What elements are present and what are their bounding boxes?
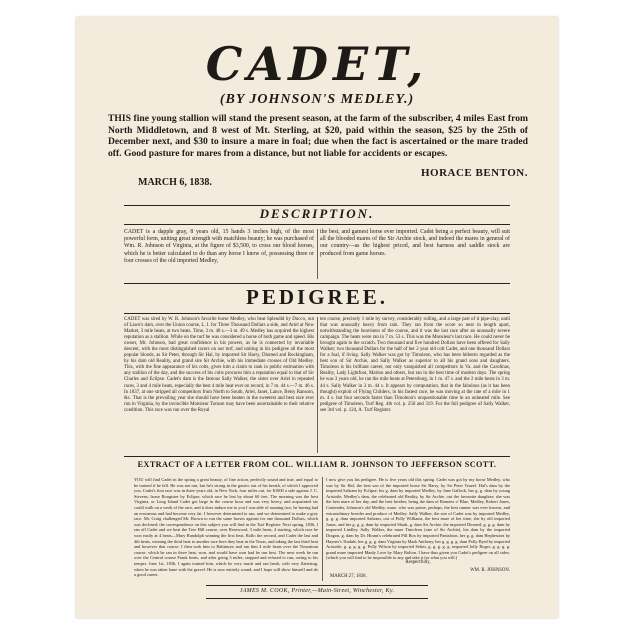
column-divider <box>317 317 318 453</box>
broadside-paper <box>76 17 558 618</box>
broadside-title: CADET, <box>205 37 429 91</box>
divider-rule <box>206 585 428 586</box>
letter-left-column: YOU will find Cadet in the spring a great beauty, of fine action, perfectly sound and true, and equal to be trained if he fell. He was not run, but he's strong in the gastric out of his breath, of which I approved you. Cadet's first race was in three years old, in New York, four miles out, for $1000 a side against J. C. Stevens, horse Rougister by Eclipse, which race he lost by about 60 feet. The morning was the best Virginia, or Long Island Cadet got large in the course hour and was very heavy, and acquainted six could walk on a week of the race, and it does induce me to you I was able of running two, he having had an erroneous and had become very fat. I however determined to run, and we determined to make a grey race. Mr. Craig challenged Mr. Brown to run the same horses against for one thousand Dollars, which was declined; the correspondence on this subject you will find in the Turf Register. Next spring, 1836, I ran off Cadet and we beat the Tree Hill course, over Rosewood, 3 mile heats, 4 starting, which race he won easily at 4 heats—Mary Randolph winning the first heat, Rollo the second, and Cadet the last and 4th heats, winning the third heat to another race here they beat in the Texas, and taking the last third heat and however that course. I then took him to Baltimore and ran him 4 mile heats over the Timonium course, which he ran in three heat, won, and would have won had he run best. The next week he ran over the Central course Frank heats, and after going 3 miles, stopped and refused to run, owing to his temper. June 1st, 1836, I again trained him, which he very much and ran lamb, with very flattering, when he was taken lame with the gravel. He is now entirely sound, and I hope will show himself and do a good career. <box>134 477 318 578</box>
letter-heading: EXTRACT OF A LETTER FROM COL. WILLIAM R. JOHNSON TO JEFFERSON SCOTT. <box>137 460 497 469</box>
intro-date: MARCH 6, 1838. <box>138 177 212 188</box>
divider-rule <box>124 456 510 457</box>
intro-paragraph: THIS fine young stallion will stand the present season, at the farm of the subscriber, 4 miles East from North Middletown, and 8 west of Mt. Sterling, at $20, paid within the season, $25 by the 25th of December next, and $30 to insure a mare in foal; due when the fact is ascertained or the mare traded off. Good pasture for mares from a distance, but not liable for accidents or escapes. <box>108 113 528 159</box>
pedigree-left-column: CADET was sired by W. R. Johnson's favorite horse Medley, who beat Splendid by Ducco, out of Lawn's dam, over the Union course, L. I. for Three Thousand Dollars a side, and Ariel at New Market, 3 mile heats, at two heats. Time, 3 m. 48 s.—3 m. 49 s. Medley has acquired the highest reputation as a stallion. While on the turf he was considered a horse of both game and speed. His owner, Mr. Johnson, had great confidence in his powers, as he is connected by invariable descent, with the most distinguished racers on our turf, and uniting in his pedigree all the most popular bloods, as Sir Peter, through Sir Hal, by imported Sir Harry, Diomed and Rockingham, by his dam old Reality, and grand sire Sir Archie, with his immediate crosses of Old Medley. This, with the fine appearance of his colts, gives him a claim to rank in public estimation with any stallion of the day, and the success of his colts procures him a reputation equal to that of Sir Charles and Eclipse. Cadet's dam is the famous Sally Walker, the sister over Ariel in repeated races, 3 and 4 mile heats, especially the best 4 mile heat ever on record, in 7 m. 44 s.—7 m. 46 s. In 1837, at one stripped all competitors from North to South, Ariel, Janet, Lance, Betsy Ransom, &c. That is the prevailing year she should have been beaten in the sweetest and best race ever run in Virginia, by the invincible Monsieur Tonson may have been ascertainable to their relative condition. This race was run over the Royal <box>124 317 314 413</box>
letter-date: MARCH 27, 1838. <box>330 574 367 579</box>
description-right-column: the best, and gamest horse ever imported. Cadet being a perfect beauty, will suit all the blooded mares of the Sir Archie stock, and indeed the mares in general of our country—as the highest priced, and best harness and saddle stock are produced from game horses. <box>320 229 510 257</box>
divider-rule <box>124 224 510 225</box>
description-left-column: CADET is a dapple gray, 8 years old, 15 hands 3 inches high, of the most powerful form, uniting great strength with matchless beauty; he was purchased of Wm. R. Johnson of Virginia, at the figure of $3,500, to cross our blood horses, which he is better calculated to do than any horse I know of, possessing three or four crosses of the old imported Medley, <box>124 229 314 264</box>
divider-rule <box>124 313 510 314</box>
broadside-subtitle: (BY JOHNSON'S MEDLEY.) <box>219 92 415 107</box>
intro-signature: HORACE BENTON. <box>420 167 528 179</box>
letter-columns <box>134 477 510 581</box>
letter-closing: Respectfully, <box>405 560 431 565</box>
pedigree-right-column: ten course, precisely 1 mile by survey, considerably rolling, and a large part of it pipe-clay, until that was unusually heavy from rain. They ran from the score so near in length apart, notwithstanding the heaviness of the course, and it was the last race after an unusually severe campaign. The heats were ran in 7 m. 53 s. This was the Monsieur's last race. He could never be brought again to the scratch. Two thousand and five hundred Dollars have been offered for Sally Walker; two thousand Dollars for the half of her 2 year old colt Cadet, and one thousand Dollars for a foal, if living. Sally Walker was got by Timoleon, who has been hitherto regarded as the best son of Sir Archie, and Sally Walker as superior to all his grand sons and daughters. Timoleon is his brilliant career, not only vanquished all competitors in Va. and the Carolinas, Reality, Lady Lightfoot, Marion and others, but ran in the best time of modern days. The spring he was 3 years old, he ran the mile heats at Petersburg, in 1 m. 47 s. and the 2 mile heats in 3 m. 44 s. Sally Walker in 3 m. 44 s. It appears by computation, that in the fabulous (as it has been thought) exploit of Flying Childers, in his fastest race, he was moving at the rate of a mile in 1 m. 4 s. but four seconds faster than Timoleon's unquestionable time in an unheated mile. See pedigree of Timoleon, Turf Reg. 4th vol. p. 250 and 319. For the full pedigree of Sally Walker, see 3rd vol. p. 124, A. Turf Register. <box>320 317 510 413</box>
column-divider <box>322 477 323 581</box>
divider-rule <box>206 598 428 599</box>
printer-colophon: JAMES M. COOK, Printer,—Main-Street, Winchester, Ky. <box>239 588 395 594</box>
description-columns <box>124 229 510 279</box>
letter-right-column: I now give you his pedigree. He is five years old this spring. Cadet was got by my horse Medley, who was by Sir Hal, the best son of the imported horse Sir Harry, by Sir Peter Teazel. Hal's dam by the imported Saltram by Eclipse, his g. dam by imported Medley, by Jane Gallock, her g. g. dam by young Aristotle, Medley's dam, the celebrated old Reality, by Sir Archie, out the favourite daughter; she was the best mare of her day, and the best brother, being the dam of Bonnets o' Blue, Medley, Robert Jones, Contender, Johnson's old Medley, mare, who was prime, perhaps, the best runner was ever known, and extraordinary breeder and produce of Medley. Sally Walker, the sire of Cadet was by imported Medley, g. g. g. dam imported Saltram, out of Polly Williams, the best mare of her time, she by old imported Jonas, and her g. g. g. dam by imported Shark, g. dam Sir Archie, the imported Diomed, g. g. g. dam by imported Lindley. Sally Walker, the mare Timoleon (one of Sir Archie), his dam by the imported Dragon, g. dam by Dr. Hiram's celebrated Pill Box by imported Pantaloon, her g. g. dam Hephestion by Haynes's Tindale, her g. g. g. dam Virginia by Mark Anthony, her g. g. g. g. dam Polly Byrd by imported Aristotle, g. g. g. g. g. Polly Wilson by imported Selim, g. g. g. g. g. imported Jolly Roger, g. g. g. g. grand mare imported Manly Love by Mary Bolton. I have thus given you Cadet's pedigree on all sides: (which you will find to be impossible to any and take it for what you will.) <box>326 477 510 561</box>
pedigree-heading: PEDIGREE. <box>246 285 388 309</box>
pedigree-columns <box>124 317 510 453</box>
letter-right-block <box>326 477 510 581</box>
column-divider <box>317 229 318 279</box>
divider-rule <box>124 283 510 284</box>
letter-signature: WM. R. JOHNSON. <box>470 568 510 573</box>
description-heading: DESCRIPTION. <box>259 206 375 221</box>
